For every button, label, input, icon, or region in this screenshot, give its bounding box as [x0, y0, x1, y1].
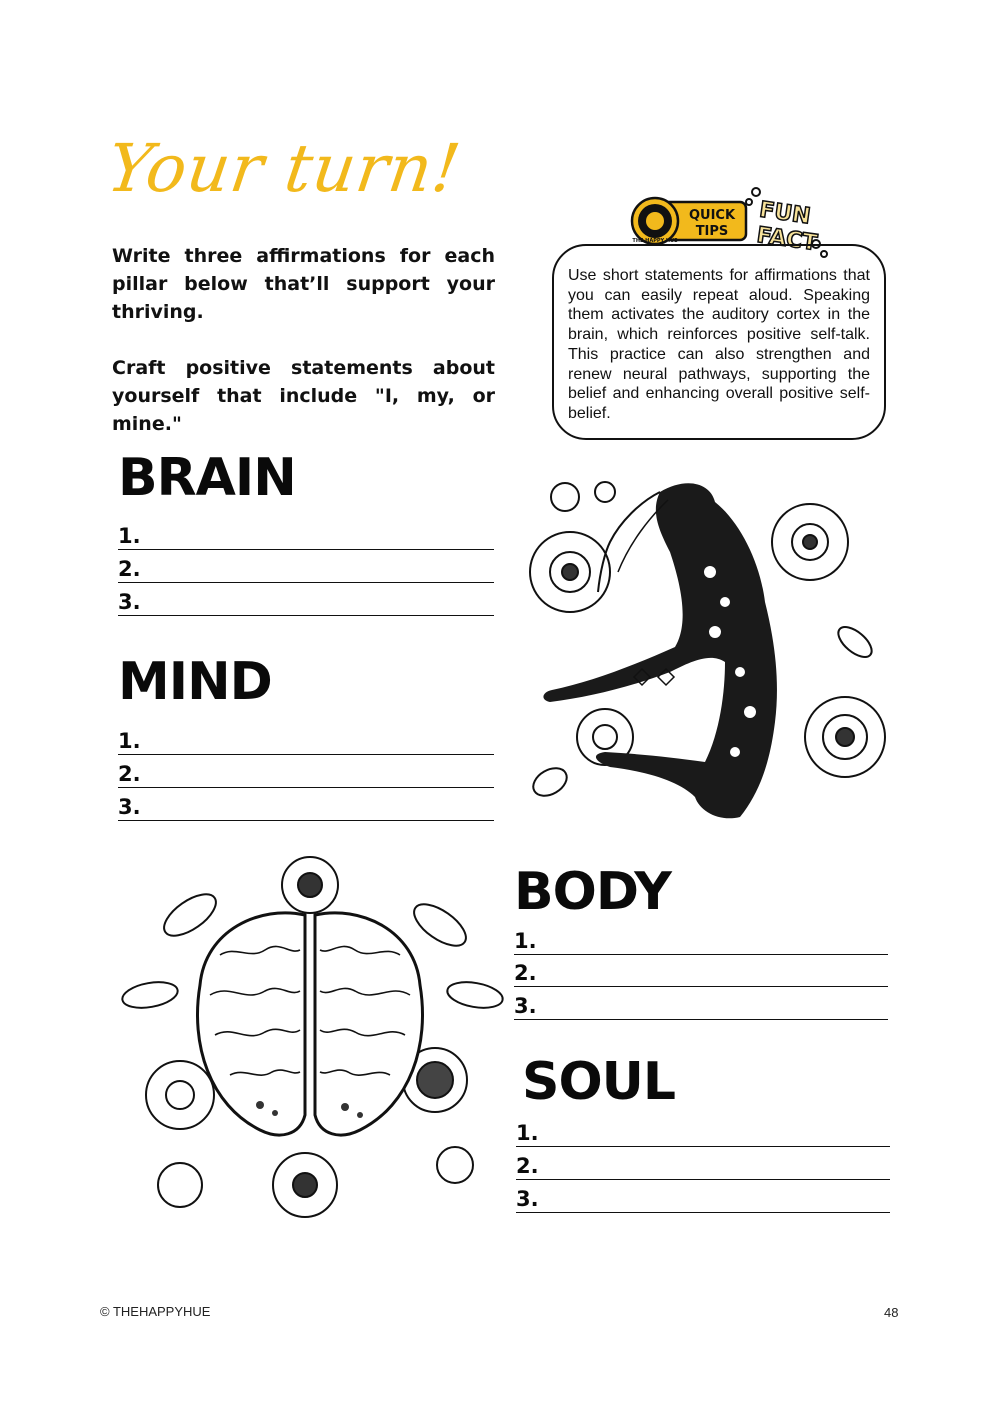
affirmation-line[interactable]	[118, 586, 494, 616]
affirmation-line[interactable]	[118, 520, 494, 550]
intro-craft-note: Craft positive statements about yourself that include "I, my, or mine."	[112, 357, 495, 435]
badge-logo-text: THE HAPPY HUE	[632, 238, 678, 244]
affirmation-line[interactable]	[118, 758, 494, 788]
fun-fact-line2: FACT	[755, 222, 819, 257]
affirmation-line[interactable]	[516, 1183, 890, 1213]
floral-brain-illustration	[110, 845, 510, 1235]
line-number: 3.	[514, 994, 537, 1018]
badge-label-tips: TIPS	[695, 224, 729, 239]
section-title-brain: BRAIN	[118, 448, 296, 508]
affirmation-line[interactable]	[118, 725, 494, 755]
line-number: 3.	[118, 590, 141, 614]
affirmation-line[interactable]	[118, 553, 494, 583]
fun-fact-line1: FUN	[757, 197, 813, 230]
footer-copyright: © THEHAPPYHUE	[100, 1304, 211, 1319]
line-number: 2.	[118, 762, 141, 786]
affirmation-line[interactable]	[514, 925, 888, 955]
line-number: 1.	[514, 929, 537, 953]
quick-tips-badge	[630, 196, 748, 246]
line-number: 1.	[516, 1121, 539, 1145]
section-title-body: BODY	[514, 862, 671, 922]
section-title-mind: MIND	[118, 652, 272, 712]
affirmation-line[interactable]	[514, 990, 888, 1020]
line-number: 2.	[514, 961, 537, 985]
floral-woman-illustration	[510, 462, 890, 842]
line-number: 1.	[118, 729, 141, 753]
line-number: 2.	[516, 1154, 539, 1178]
line-number: 1.	[118, 524, 141, 548]
section-title-soul: SOUL	[522, 1052, 676, 1112]
page-number: 48	[884, 1305, 899, 1320]
tips-text: Use short statements for affirmations that you can easily repeat aloud. Speaking them activates the auditory cortex in the brain, which reinforces positive self-talk. This practice can also strengthen and renew neural pathways, supporting the belief and enhancing overall positive self-belief.	[568, 267, 870, 422]
intro-instruction: Write three affirmations for each pillar below that’ll support your thriving.	[112, 245, 495, 323]
line-number: 3.	[516, 1187, 539, 1211]
line-number: 3.	[118, 795, 141, 819]
affirmation-line[interactable]	[514, 957, 888, 987]
affirmation-line[interactable]	[516, 1117, 890, 1147]
affirmation-line[interactable]	[118, 791, 494, 821]
badge-label-quick: QUICK	[688, 208, 736, 223]
page-title: Your turn!	[102, 130, 466, 207]
line-number: 2.	[118, 557, 141, 581]
affirmation-line[interactable]	[516, 1150, 890, 1180]
